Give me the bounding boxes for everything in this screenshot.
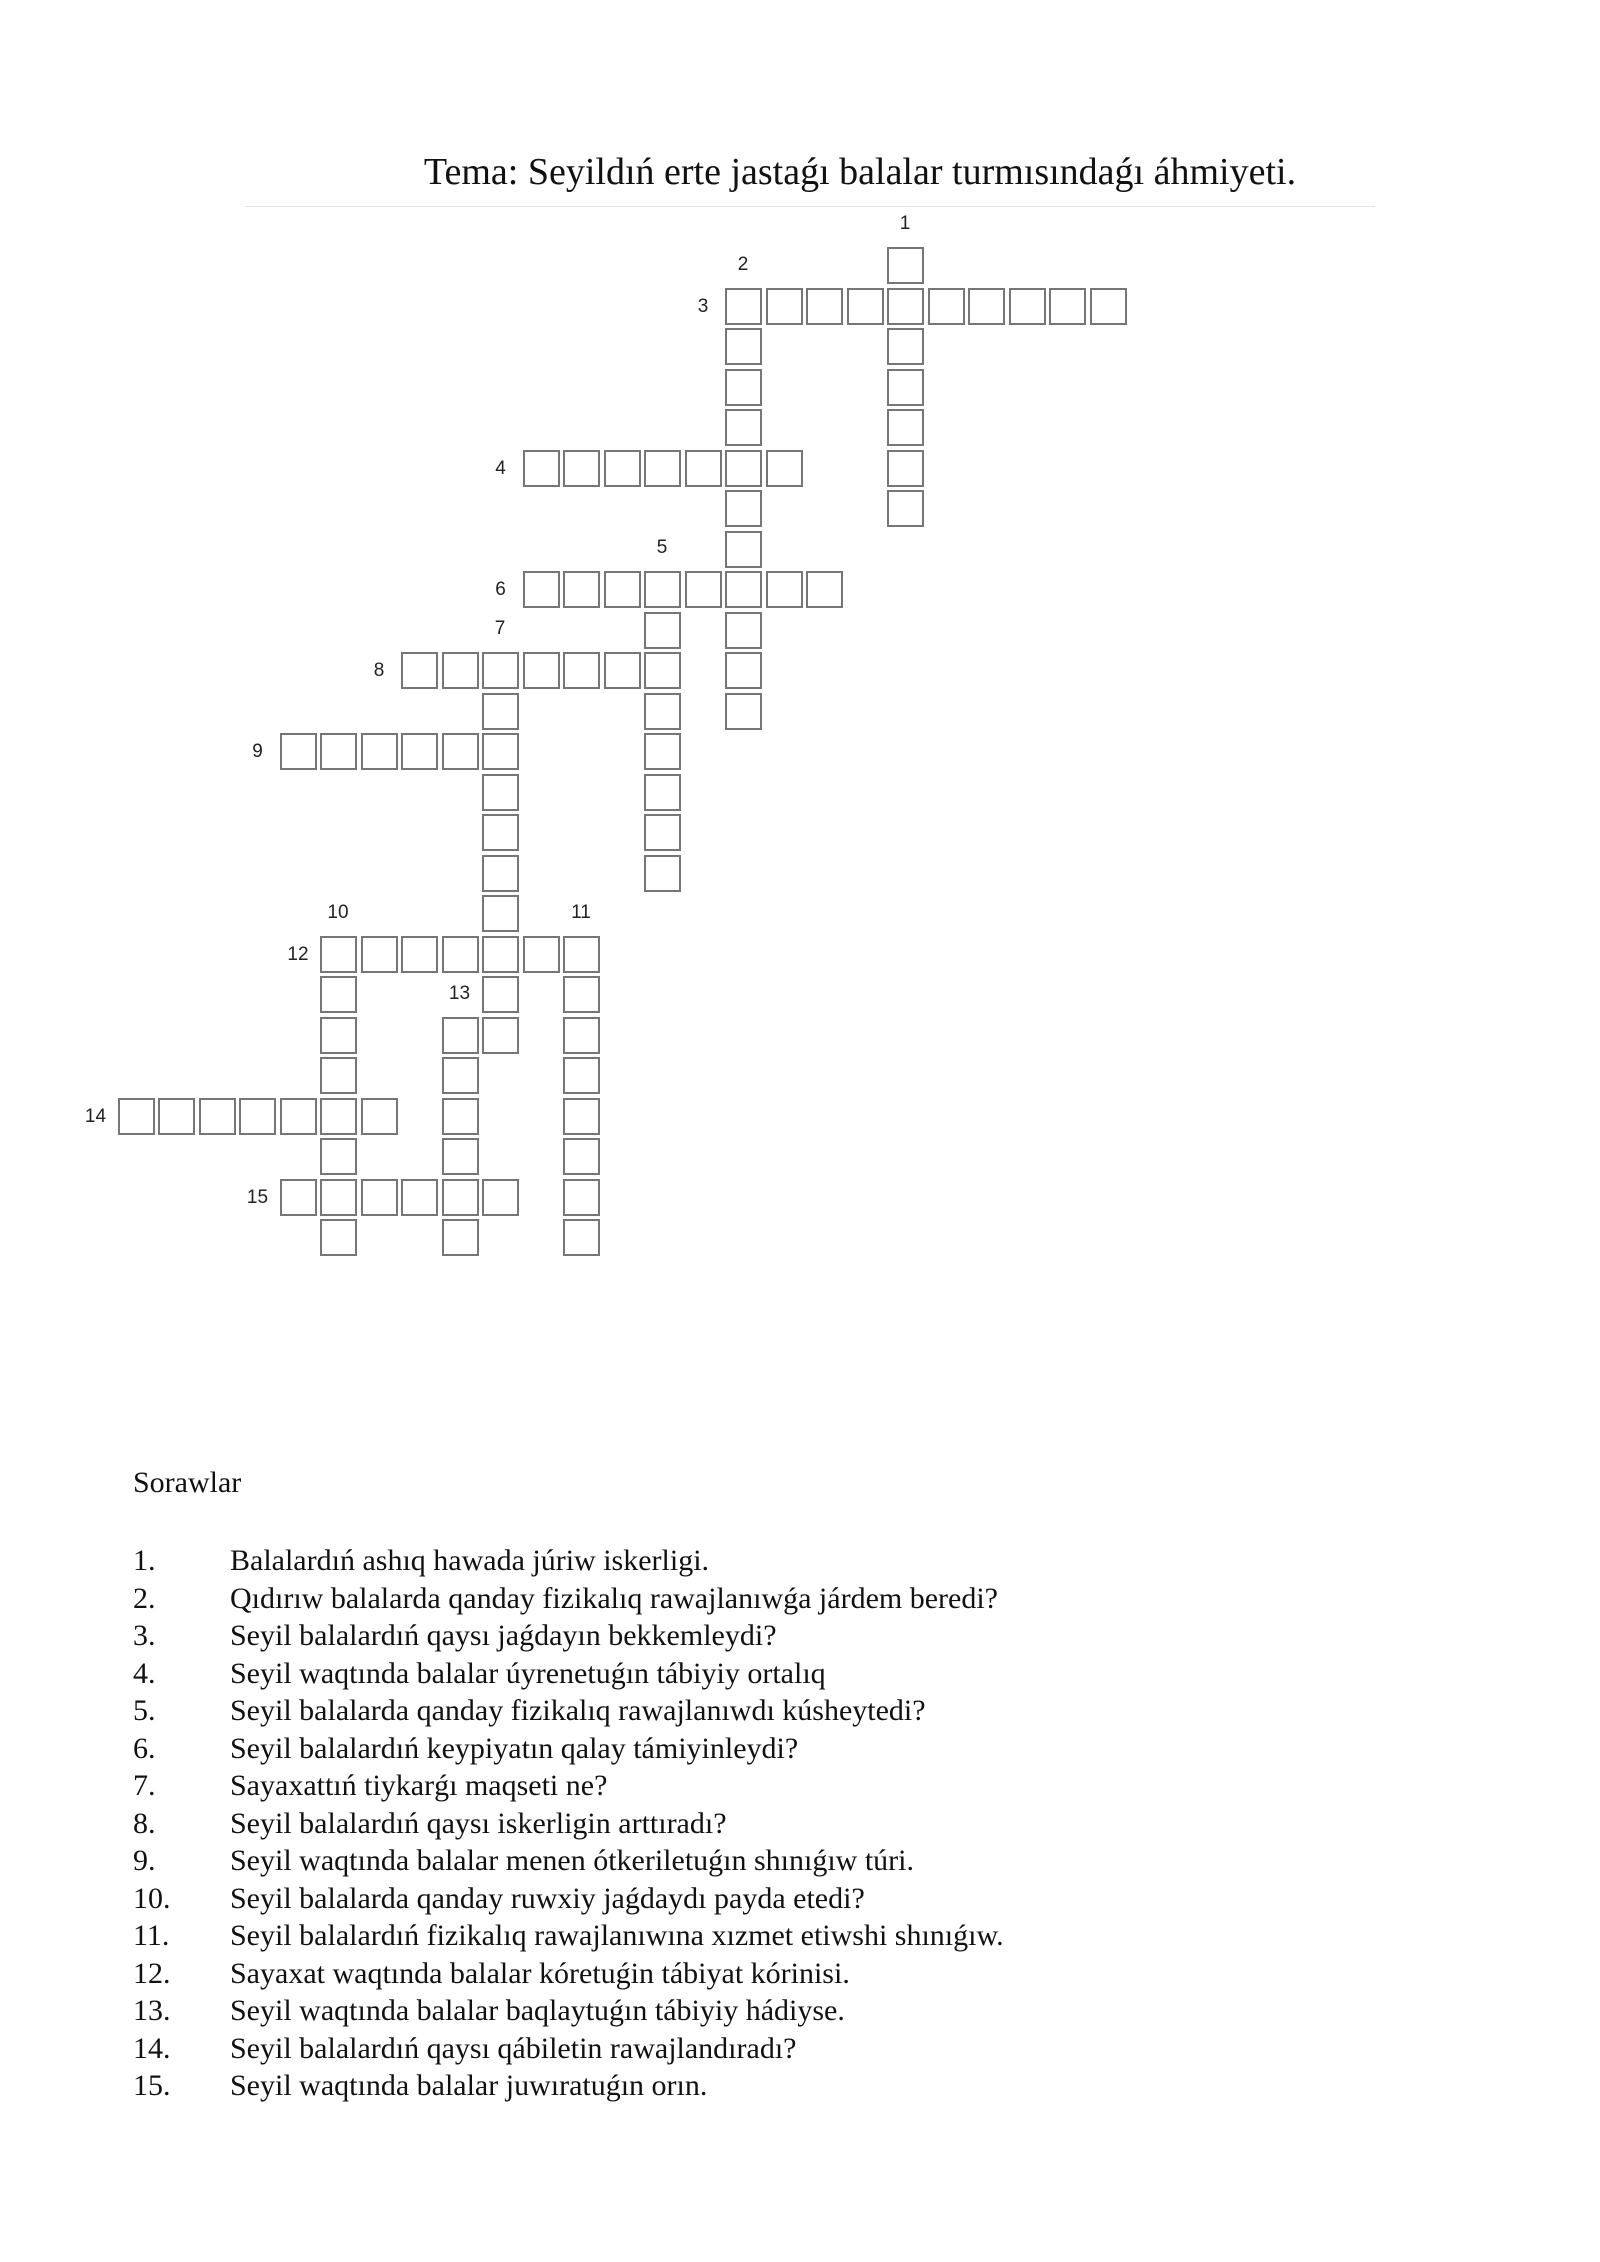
crossword-cell[interactable] bbox=[523, 450, 560, 487]
question-number: 1. bbox=[133, 1544, 156, 1577]
crossword-cell[interactable] bbox=[644, 855, 681, 892]
crossword-cell[interactable] bbox=[887, 450, 924, 487]
crossword-cell[interactable] bbox=[847, 288, 884, 325]
crossword-cell[interactable] bbox=[1049, 288, 1086, 325]
crossword-cell[interactable] bbox=[604, 450, 641, 487]
question-text: Seyil balalardıń fizikalıq rawajlanıwına xızmet etiwshi shınıǵıw. bbox=[230, 1919, 1004, 1952]
crossword-cell[interactable] bbox=[320, 936, 357, 973]
question-number: 8. bbox=[133, 1806, 156, 1840]
crossword-cell[interactable] bbox=[482, 693, 519, 730]
question-number: 2. bbox=[133, 1581, 156, 1615]
crossword-cell[interactable] bbox=[968, 288, 1005, 325]
crossword-cell[interactable] bbox=[725, 490, 762, 527]
crossword-cell[interactable] bbox=[361, 1098, 398, 1135]
crossword-cell[interactable] bbox=[563, 1098, 600, 1135]
clue-number-5: 5 bbox=[656, 537, 668, 558]
crossword-cell[interactable] bbox=[442, 1098, 479, 1135]
question-text: Sayaxat waqtında balalar kóretuǵin tábiyat kórinisi. bbox=[230, 1956, 850, 1990]
crossword-cell[interactable] bbox=[361, 733, 398, 770]
crossword-cell[interactable] bbox=[725, 450, 762, 487]
crossword-cell[interactable] bbox=[685, 450, 722, 487]
crossword-cell[interactable] bbox=[280, 1179, 317, 1216]
question-number: 6. bbox=[133, 1731, 156, 1765]
question-text: Seyil balalarda qanday ruwxiy jaǵdaydı payda etedi? bbox=[230, 1881, 865, 1915]
crossword-cell[interactable] bbox=[887, 288, 924, 325]
clue-number-14: 14 bbox=[84, 1105, 107, 1127]
clue-number-2: 2 bbox=[737, 253, 749, 275]
crossword-cell[interactable] bbox=[118, 1098, 155, 1135]
crossword-cell[interactable] bbox=[725, 571, 762, 608]
clue-number-11: 11 bbox=[571, 901, 591, 923]
crossword-cell[interactable] bbox=[482, 814, 519, 851]
crossword-cell[interactable] bbox=[563, 936, 600, 973]
crossword-cell[interactable] bbox=[928, 288, 965, 325]
crossword-cell[interactable] bbox=[320, 733, 357, 770]
question-text: Seyil balalardıń keypiyatın qalay támiyinleydi? bbox=[230, 1731, 799, 1765]
crossword-cell[interactable] bbox=[442, 1017, 479, 1054]
crossword-cell[interactable] bbox=[725, 612, 762, 649]
crossword-cell[interactable] bbox=[523, 652, 560, 689]
clue-number-7: 7 bbox=[494, 618, 506, 639]
question-text: Seyil balalardıń qaysı qábiletin rawajlandıradı? bbox=[230, 2031, 797, 2065]
crossword-cell[interactable] bbox=[644, 612, 681, 649]
crossword-cell[interactable] bbox=[401, 733, 438, 770]
question-text: Qıdırıw balalarda qanday fizikalıq rawajlanıwǵa járdem beredi? bbox=[230, 1581, 998, 1615]
question-number: 7. bbox=[133, 1769, 156, 1802]
crossword-cell[interactable] bbox=[482, 976, 519, 1013]
crossword-cell[interactable] bbox=[482, 1017, 519, 1054]
crossword-cell[interactable] bbox=[482, 1179, 519, 1216]
question-number: 4. bbox=[133, 1656, 156, 1690]
crossword-cell[interactable] bbox=[442, 652, 479, 689]
question-text: Seyil balalarda qanday fizikalıq rawajlanıwdı kúsheytedi? bbox=[230, 1694, 926, 1727]
crossword-cell[interactable] bbox=[766, 571, 803, 608]
crossword-cell[interactable] bbox=[563, 1057, 600, 1094]
crossword-cell[interactable] bbox=[320, 1219, 357, 1256]
crossword-cell[interactable] bbox=[563, 1179, 600, 1216]
crossword-cell[interactable] bbox=[442, 1138, 479, 1175]
crossword-cell[interactable] bbox=[563, 976, 600, 1013]
crossword-cell[interactable] bbox=[685, 571, 722, 608]
crossword-cell[interactable] bbox=[361, 936, 398, 973]
crossword-cell[interactable] bbox=[725, 288, 762, 325]
crossword-cell[interactable] bbox=[887, 490, 924, 527]
question-number: 15. bbox=[133, 2069, 171, 2102]
crossword-cell[interactable] bbox=[1090, 288, 1127, 325]
clue-number-1: 1 bbox=[899, 213, 911, 234]
crossword-cell[interactable] bbox=[523, 936, 560, 973]
question-number: 10. bbox=[133, 1881, 171, 1915]
crossword-cell[interactable] bbox=[1009, 288, 1046, 325]
crossword-cell[interactable] bbox=[239, 1098, 276, 1135]
crossword-cell[interactable] bbox=[442, 1219, 479, 1256]
crossword-cell[interactable] bbox=[482, 652, 519, 689]
crossword-cell[interactable] bbox=[725, 693, 762, 730]
crossword-cell[interactable] bbox=[725, 652, 762, 689]
question-text: Seyil waqtında balalar juwıratuǵın orın. bbox=[230, 2069, 708, 2102]
crossword-cell[interactable] bbox=[482, 855, 519, 892]
crossword-cell[interactable] bbox=[604, 571, 641, 608]
question-number: 5. bbox=[133, 1694, 156, 1727]
crossword-cell[interactable] bbox=[887, 328, 924, 365]
crossword-cell[interactable] bbox=[320, 1179, 357, 1216]
crossword-cell[interactable] bbox=[887, 247, 924, 284]
question-text: Seyil waqtında balalar menen ótkeriletuǵın shınıǵıw túri. bbox=[230, 1844, 915, 1877]
crossword-cell[interactable] bbox=[806, 571, 843, 608]
crossword-cell[interactable] bbox=[401, 652, 438, 689]
crossword-cell[interactable] bbox=[563, 450, 600, 487]
crossword-cell[interactable] bbox=[482, 936, 519, 973]
crossword-cell[interactable] bbox=[644, 733, 681, 770]
crossword-cell[interactable] bbox=[766, 288, 803, 325]
crossword-cell[interactable] bbox=[361, 1179, 398, 1216]
question-number: 9. bbox=[133, 1844, 156, 1877]
crossword-cell[interactable] bbox=[158, 1098, 195, 1135]
question-number: 14. bbox=[133, 2031, 171, 2065]
clue-number-9: 9 bbox=[252, 741, 263, 762]
clue-number-6: 6 bbox=[495, 579, 506, 600]
crossword-cell[interactable] bbox=[806, 288, 843, 325]
crossword-cell[interactable] bbox=[199, 1098, 236, 1135]
question-text: Seyil waqtında balalar úyrenetuǵın tábiyiy ortalıq bbox=[230, 1656, 826, 1690]
clue-number-10: 10 bbox=[327, 901, 349, 923]
crossword-cell[interactable] bbox=[320, 1057, 357, 1094]
crossword-cell[interactable] bbox=[482, 895, 519, 932]
crossword-cell[interactable] bbox=[644, 693, 681, 730]
question-text: Seyil balalardıń qaysı iskerligin arttıradı? bbox=[230, 1806, 727, 1840]
page-title: Tema: Seyildıń erte jastaǵı balalar turmısındaǵı áhmiyeti. bbox=[423, 151, 1297, 193]
crossword-cell[interactable] bbox=[482, 733, 519, 770]
crossword-cell[interactable] bbox=[280, 1098, 317, 1135]
question-text: Seyil balalardıń qaysı jaǵdayın bekkemleydi? bbox=[230, 1619, 777, 1652]
crossword-cell[interactable] bbox=[644, 774, 681, 811]
crossword-cell[interactable] bbox=[644, 814, 681, 851]
question-text: Seyil waqtında balalar baqlaytuǵın tábiyiy hádiyse. bbox=[230, 1994, 845, 2027]
clue-number-13: 13 bbox=[448, 982, 471, 1004]
crossword-cell[interactable] bbox=[320, 976, 357, 1013]
question-number: 11. bbox=[133, 1919, 170, 1952]
crossword-cell[interactable] bbox=[563, 1219, 600, 1256]
crossword-cell[interactable] bbox=[725, 328, 762, 365]
question-number: 12. bbox=[133, 1956, 171, 1990]
crossword-cell[interactable] bbox=[442, 936, 479, 973]
crossword-cell[interactable] bbox=[563, 571, 600, 608]
question-text: Balalardıń ashıq hawada júriw iskerligi. bbox=[230, 1544, 710, 1577]
clue-number-15: 15 bbox=[246, 1186, 269, 1208]
crossword-cell[interactable] bbox=[401, 1179, 438, 1216]
crossword-cell[interactable] bbox=[280, 733, 317, 770]
crossword-cell[interactable] bbox=[442, 1057, 479, 1094]
crossword-cell[interactable] bbox=[563, 652, 600, 689]
crossword-cell[interactable] bbox=[320, 1098, 357, 1135]
crossword-cell[interactable] bbox=[644, 450, 681, 487]
crossword-cell[interactable] bbox=[644, 571, 681, 608]
question-number: 3. bbox=[133, 1619, 156, 1652]
crossword-cell[interactable] bbox=[563, 1017, 600, 1054]
crossword-cell[interactable] bbox=[725, 409, 762, 446]
clue-number-4: 4 bbox=[495, 457, 506, 479]
clue-number-3: 3 bbox=[697, 295, 709, 317]
crossword-cell[interactable] bbox=[725, 369, 762, 406]
crossword-cell[interactable] bbox=[887, 369, 924, 406]
crossword-cell[interactable] bbox=[887, 409, 924, 446]
crossword-cell[interactable] bbox=[563, 1138, 600, 1175]
crossword-cell[interactable] bbox=[725, 531, 762, 568]
question-number: 13. bbox=[133, 1994, 171, 2027]
crossword-cell[interactable] bbox=[482, 774, 519, 811]
crossword-cell[interactable] bbox=[604, 652, 641, 689]
crossword-cell[interactable] bbox=[320, 1138, 357, 1175]
crossword-cell[interactable] bbox=[442, 733, 479, 770]
crossword-cell[interactable] bbox=[766, 450, 803, 487]
crossword-cell[interactable] bbox=[442, 1179, 479, 1216]
question-text: Sayaxattıń tiykarǵı maqseti ne? bbox=[230, 1769, 608, 1802]
crossword-cell[interactable] bbox=[401, 936, 438, 973]
clue-number-12: 12 bbox=[287, 943, 309, 965]
crossword-cell[interactable] bbox=[644, 652, 681, 689]
crossword-cell[interactable] bbox=[523, 571, 560, 608]
crossword-cell[interactable] bbox=[320, 1017, 357, 1054]
questions-heading: Sorawlar bbox=[133, 1466, 242, 1499]
clue-number-8: 8 bbox=[373, 660, 385, 681]
